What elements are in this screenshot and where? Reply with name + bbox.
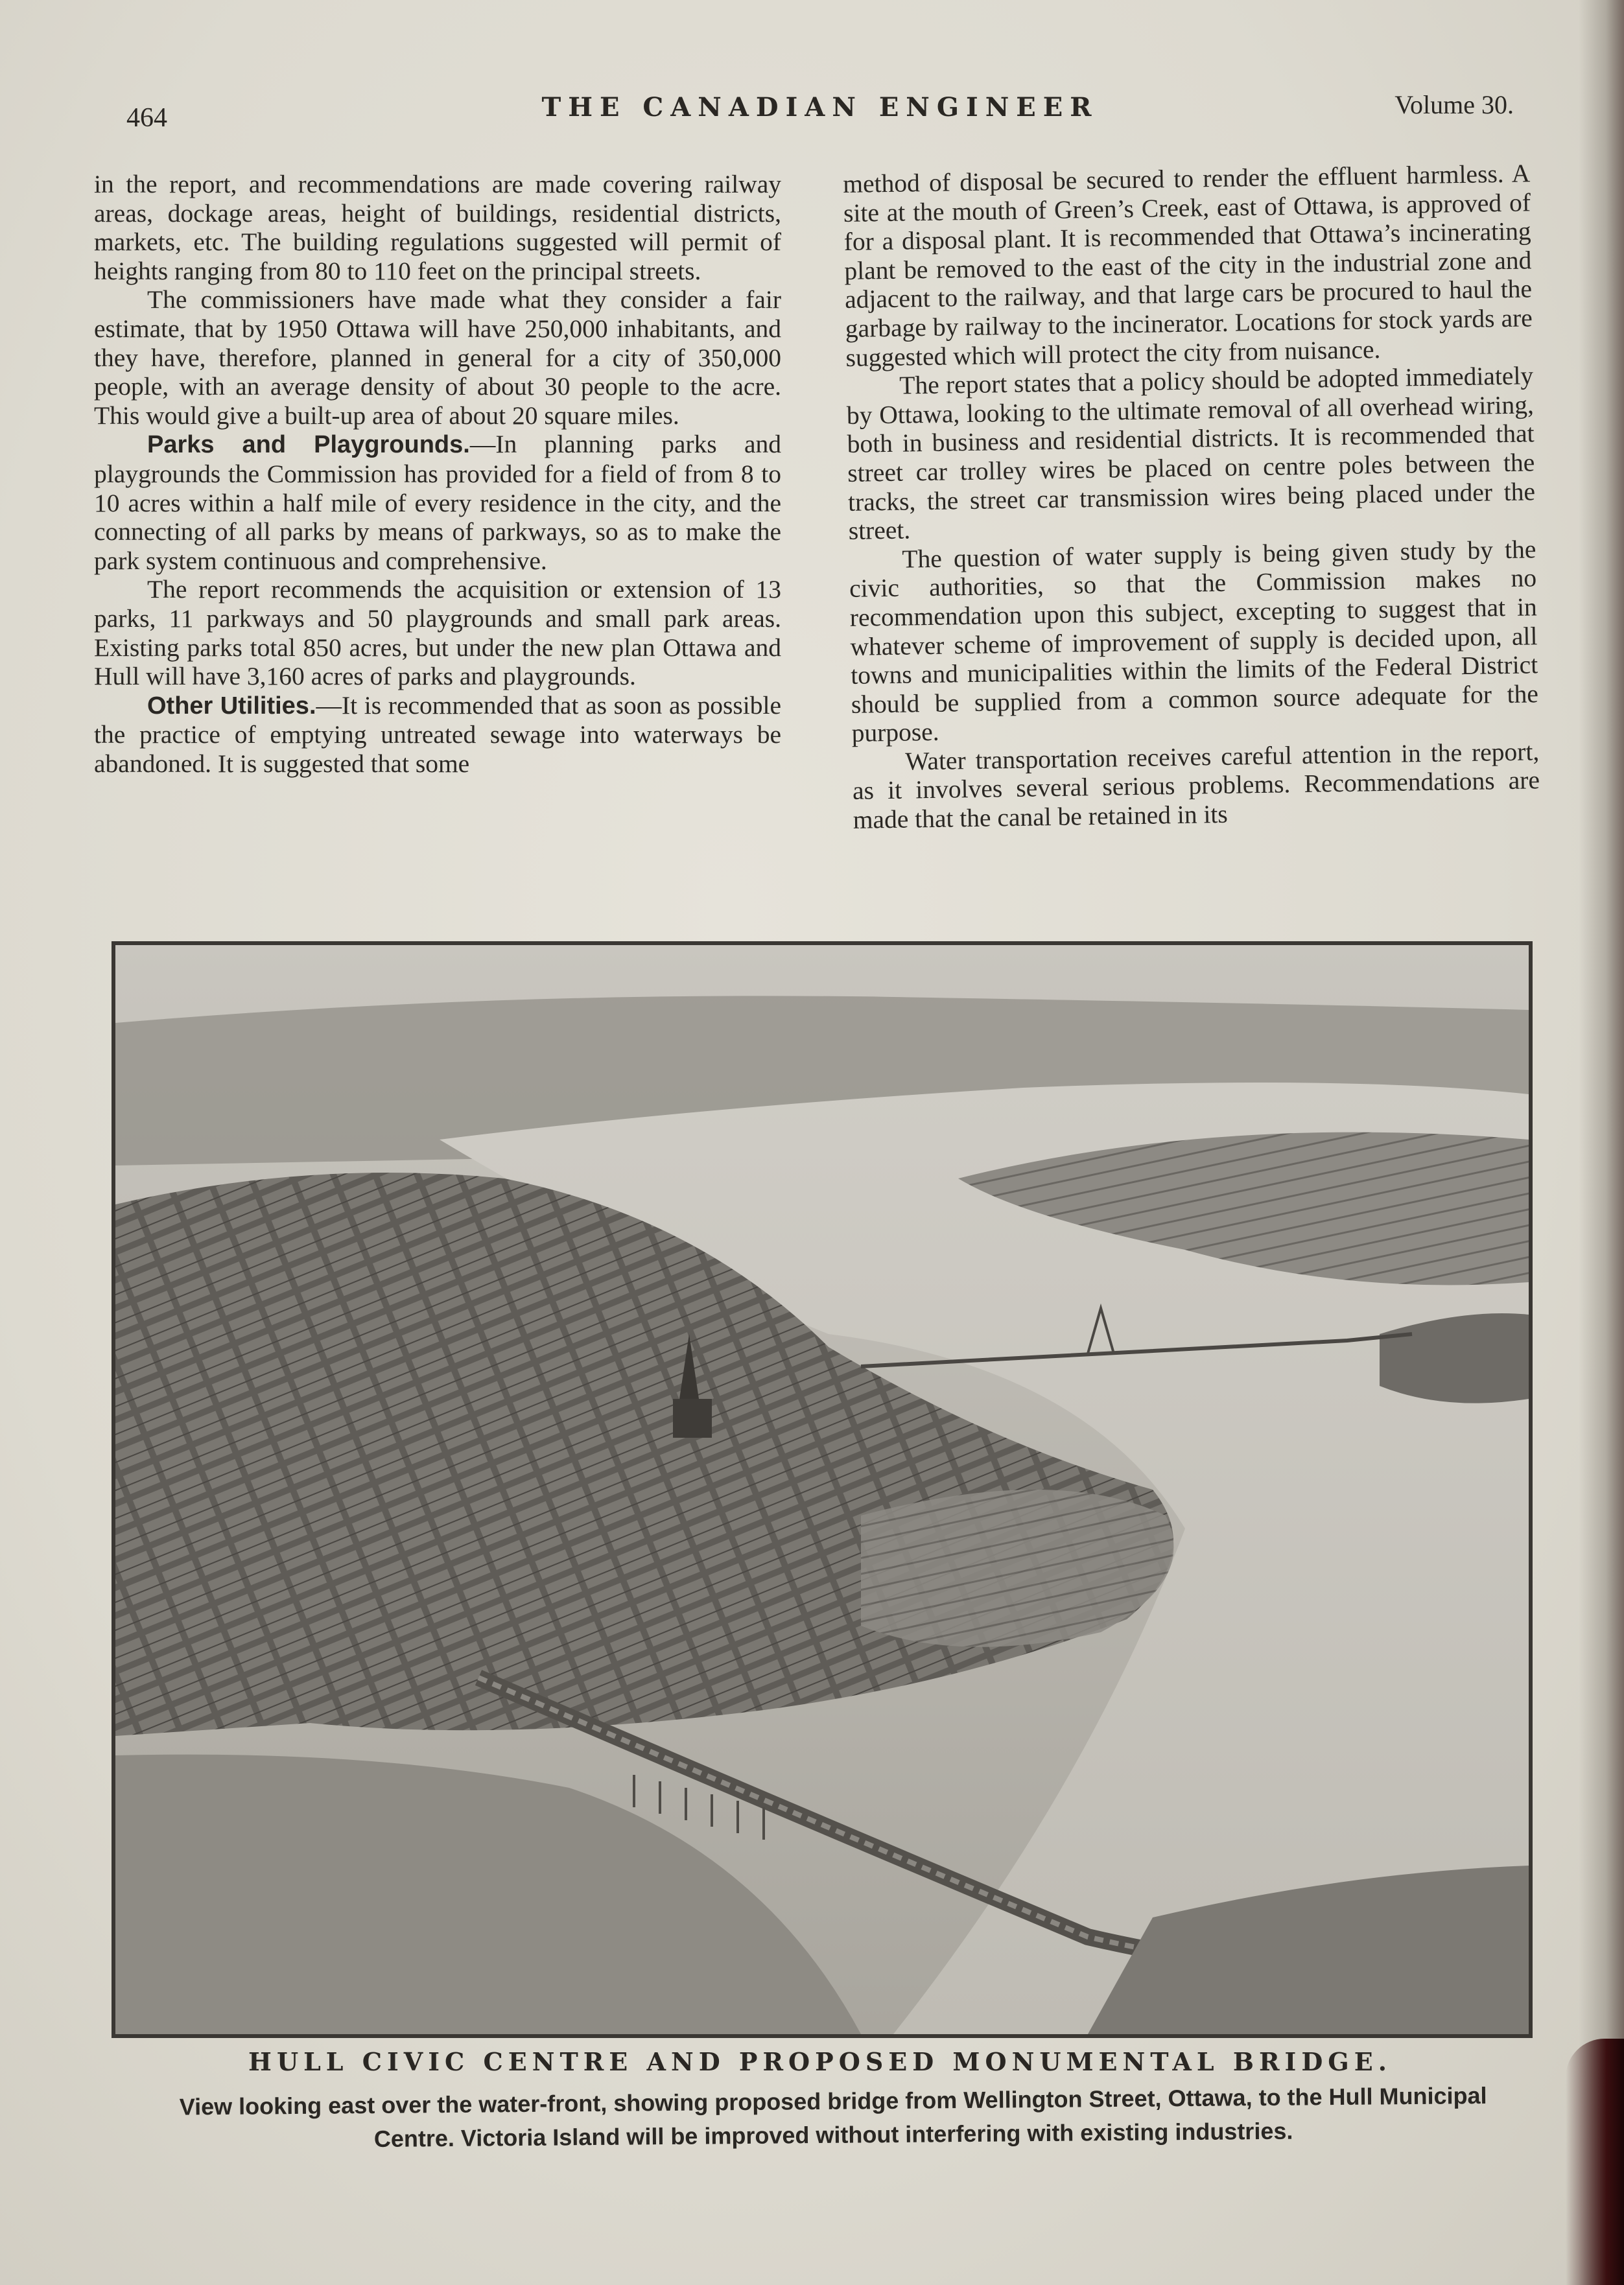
binding-corner [1566, 2039, 1624, 2285]
page-number: 464 [126, 103, 167, 133]
volume-label: Volume 30. [1395, 90, 1514, 119]
page-edge-shadow [1579, 0, 1624, 2285]
subheading-utilities: Other Utilities. [147, 692, 316, 720]
running-header [126, 84, 1514, 133]
right-column [843, 159, 1540, 834]
paragraph: The commissioners have made what they consider a fair estimate, that by 1950 Ottawa will have 250,000 inhabitants, and they have, therefore, planned in general for a city of 350,000 people, with an average density of about 30 people to the acre. This would give a built-up area of about 20 square miles. [94, 285, 781, 430]
paragraph-text: —It is recommended that as soon as possible the practice of emptying untreated sewage into waterways be abandoned. It is suggested that some [94, 690, 781, 778]
aerial-view-drawing [115, 945, 1529, 2034]
paragraph-text: —In planning parks and playgrounds the Commission has provided for a field of from 8 to 10 acres within a half mile of every residence in the city, and the connecting of all parks by means of parkways, so as to make the park system continuous and comprehensive. [94, 430, 781, 575]
aerial-illustration [112, 941, 1533, 2038]
subheading-parks: Parks and Playgrounds. [147, 431, 470, 459]
church-building [673, 1399, 712, 1438]
figure-caption-title: HULL CIVIC CENTRE AND PROPOSED MONUMENTAL BRIDGE. [248, 2047, 1392, 2076]
paragraph: The report recommends the acquisition or extension of 13 parks, 11 parkways and 50 playgrounds and small park areas. Existing parks total 850 acres, but under the new plan Ottawa and Hull will have 3,160 acres of parks and playgrounds. [94, 575, 781, 691]
paragraph: method of disposal be secured to render the effluent harmless. A site at the mouth of Green’s Creek, east of Ottawa, is approved of for a disposal plant. It is recommended that Ottawa’s incinerating plant be removed to the east of the city in the industrial zone and adjacent to the railway, and that large cars be procured to haul the garbage by railway to the incinerator. Locations for stock yards are suggested which will protect the city from nuisance. [843, 159, 1533, 372]
figure-caption-text: View looking east over the water-front, showing proposed bridge from Wellington Street, Ottawa, to the Hull Municipal Centre. Victoria Island will be improved without interfering with existing industries. [179, 2081, 1487, 2152]
paragraph-utilities [94, 691, 781, 779]
paragraph: The report states that a policy should be adopted immediately by Ottawa, looking to the ultimate removal of all overhead wiring, both in business and residential districts. It is recommended that street car trolley wires be placed on centre poles between the tracks, the street car transmission wires being placed under the street. [846, 361, 1536, 546]
paragraph: The question of water supply is being given study by the civic authorities, so that the Commission makes no recommendation upon this subject, excepting to suggest that in whatever scheme of improvement of supply is decided upon, all towns and municipalities within the limits of the Federal District should be supplied from a common source adequate for the purpose. [849, 534, 1539, 748]
left-column [94, 170, 781, 778]
paragraph: in the report, and recommendations are made covering railway areas, dockage areas, height of buildings, residential districts, markets, etc. The building regulations suggested will permit of heights ranging from 80 to 110 feet on the principal streets. [94, 170, 781, 285]
journal-title: THE CANADIAN ENGINEER [541, 92, 1099, 123]
paragraph-parks [94, 430, 781, 575]
paragraph: Water transportation receives careful attention in the report, as it involves several serious problems. Recommendations are made that the canal be retained in its [852, 737, 1540, 834]
